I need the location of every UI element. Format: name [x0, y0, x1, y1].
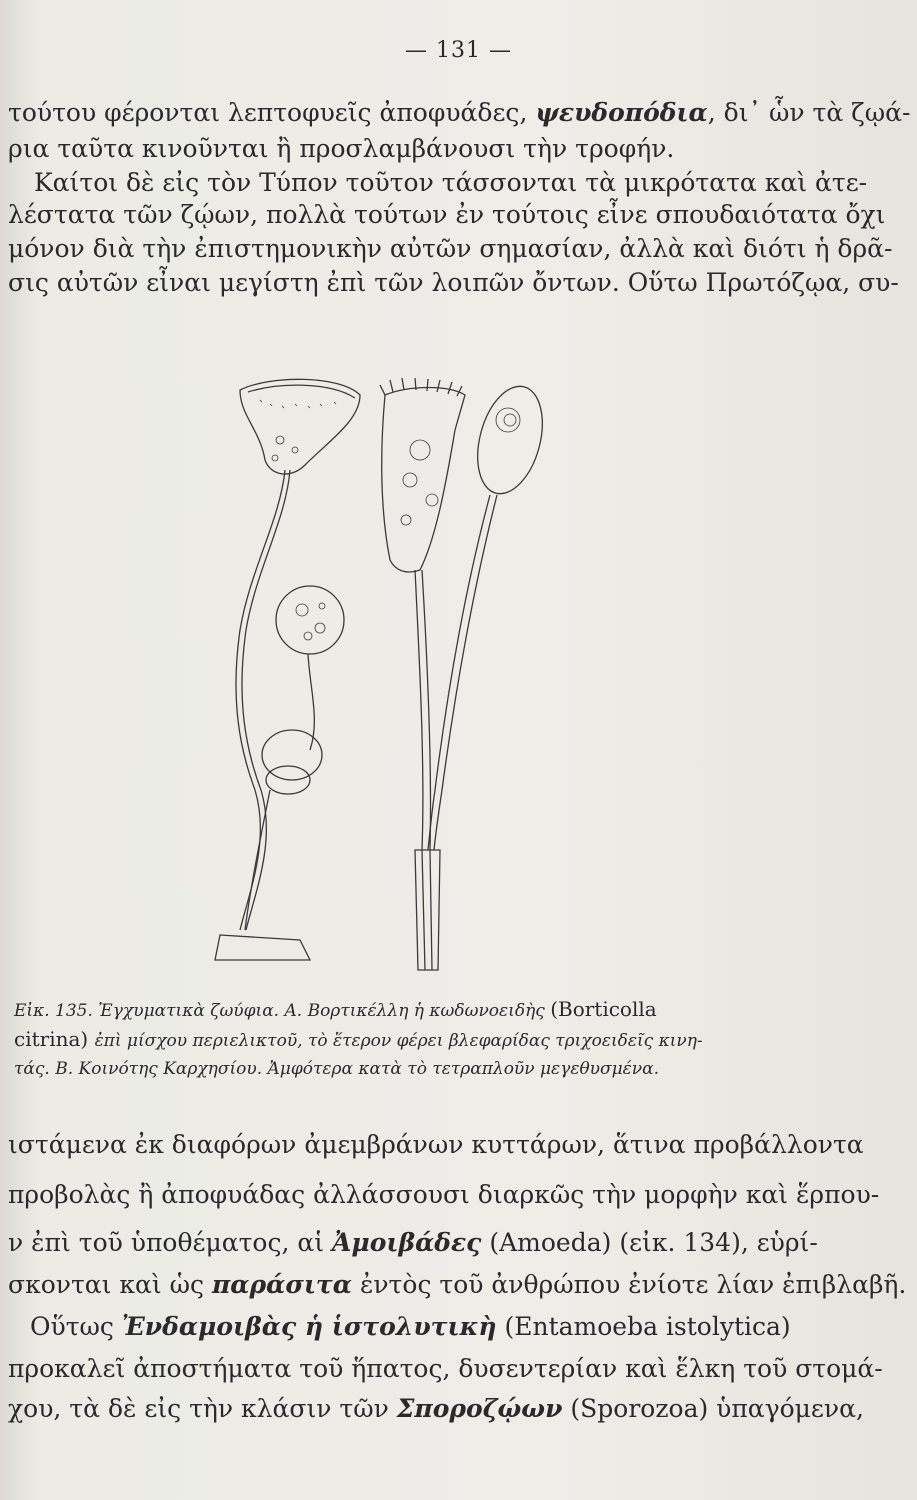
- text-line: [8, 200, 885, 230]
- text-line: [8, 1270, 906, 1300]
- text-run: χου, τὰ δὲ εἰς τὴν κλάσιν τῶν: [8, 1394, 397, 1423]
- text-run: μόνον διὰ τὴν ἐπιστημονικὴν αὐτῶν σημασίαν, ἀλλὰ καὶ διότι ἡ δρᾶ-: [8, 234, 893, 263]
- text-line: [8, 134, 674, 164]
- text-run: Οὕτως: [30, 1312, 122, 1341]
- text-line: [8, 98, 910, 128]
- emphasis-term: ψευδοπόδια: [535, 98, 708, 127]
- text-line: [8, 268, 899, 298]
- page-number: — 131 —: [405, 38, 512, 63]
- emphasis-term: Ἀμοιβάδες: [332, 1228, 482, 1257]
- text-line: [8, 1228, 818, 1258]
- latin-name: (Borticolla: [550, 997, 657, 1021]
- latin-name: citrina): [14, 1027, 95, 1051]
- text-line: [30, 1312, 791, 1342]
- text-run: ἐντὸς τοῦ ἀνθρώπου ἐνίοτε λίαν ἐπιβλαβῆ.: [352, 1270, 907, 1299]
- emphasis-term: Σποροζῴων: [396, 1394, 563, 1423]
- text-run: (Amoeda) (εἰκ. 134), εὑρί-: [481, 1228, 818, 1257]
- text-run: Καίτοι δὲ εἰς τὸν Τύπον τοῦτον τάσσονται τὰ μικρότατα καὶ ἀτε-: [34, 168, 868, 197]
- caption-line: [14, 998, 657, 1022]
- caption-text: τάς. Β. Κοινότης Καρχησίου. Ἀμφότερα κατὰ τὸ τετραπλοῦν μεγεθυσμένα.: [14, 1059, 660, 1079]
- text-run: προβολὰς ἢ ἀποφυάδας ἀλλάσσουσι διαρκῶς τὴν μορφὴν καὶ ἕρπου-: [8, 1180, 880, 1209]
- text-run: ν ἐπὶ τοῦ ὑποθέματος, αἱ: [8, 1228, 332, 1257]
- protozoa-illustration-icon: [210, 370, 590, 980]
- caption-text: ἐπὶ μίσχου περιελικτοῦ, τὸ ἕτερον φέρει βλεφαρίδας τριχοειδεῖς κινη-: [94, 1031, 703, 1051]
- emphasis-term: Ἐνδαμοιβὰς ἡ ἱστολυτικὴ: [121, 1312, 497, 1341]
- text-line: [8, 1354, 883, 1384]
- text-run: σκονται καὶ ὡς: [8, 1270, 212, 1299]
- figure-drawing: [210, 370, 590, 980]
- text-run: , δι᾿ ὧν τὰ ζῳά-: [707, 98, 911, 127]
- text-line: [8, 1394, 864, 1424]
- caption-text: Ἐγχυματικὰ ζωύφια. Α. Βορτικέλλη ἡ κωδωνοειδὴς: [98, 1001, 551, 1021]
- text-run: σις αὐτῶν εἶναι μεγίστη ἐπὶ τῶν λοιπῶν ὄντων. Οὕτω Πρωτόζῳα, συ-: [8, 268, 899, 297]
- figure-label: Εἰκ. 135.: [14, 1001, 99, 1021]
- text-line: [8, 1180, 879, 1210]
- caption-line: [14, 1028, 703, 1052]
- text-line: [8, 1130, 864, 1160]
- text-run: (Entamoeba istolytica): [496, 1312, 791, 1341]
- emphasis-term: παράσιτα: [212, 1270, 352, 1299]
- text-run: προκαλεῖ ἀποστήματα τοῦ ἥπατος, δυσεντερίαν καὶ ἕλκη τοῦ στομά-: [8, 1354, 883, 1383]
- caption-line: [14, 1058, 659, 1080]
- text-run: ρια ταῦτα κινοῦνται ἢ προσλαμβάνουσι τὴν τροφήν.: [8, 134, 675, 163]
- text-run: λέστατα τῶν ζῴων, πολλὰ τούτων ἐν τούτοις εἶνε σπουδαιότατα ὄχι: [8, 200, 886, 229]
- text-line: [8, 234, 893, 264]
- text-line: [34, 168, 867, 198]
- text-run: (Sporozoa) ὑπαγόμενα,: [562, 1394, 864, 1423]
- text-run: τούτου φέρονται λεπτοφυεῖς ἀποφυάδες,: [8, 98, 536, 127]
- text-run: ιστάμενα ἐκ διαφόρων ἀμεμβράνων κυττάρων, ἅτινα προβάλλοντα: [8, 1130, 864, 1159]
